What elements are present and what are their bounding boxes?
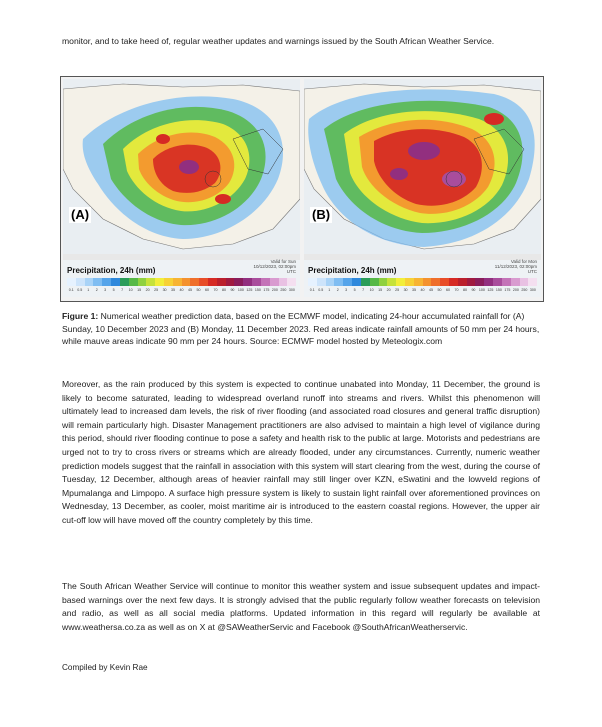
colorbar-tick-label: 50 <box>437 288 442 292</box>
map-panel-a <box>63 79 300 297</box>
colorbar-swatch <box>352 278 361 286</box>
colorbar-swatch <box>76 278 85 286</box>
colorbar-tick-label: 0.1 <box>68 288 74 292</box>
colorbar-swatch <box>414 278 423 286</box>
colorbar-tick-label: 30 <box>162 288 167 292</box>
colorbar-tick-label: 175 <box>504 288 511 292</box>
colorbar-tick-label: 25 <box>154 288 159 292</box>
colorbar-tick-label: 0.5 <box>77 288 83 292</box>
rainfall-map-b <box>304 79 541 259</box>
legend-title-b: Precipitation, 24h (mm) <box>308 266 397 275</box>
colorbar-swatch <box>226 278 235 286</box>
colorbar-swatch <box>217 278 226 286</box>
colorbar-tick-label: 15 <box>137 288 142 292</box>
colorbar-tick-label: 200 <box>512 288 519 292</box>
colorbar-swatch <box>361 278 370 286</box>
colorbar-tick-label: 40 <box>179 288 184 292</box>
body-paragraph-2: The South African Weather Service will continue to monitor this weather system and issue subsequent updates and impact-based warnings over the next few days. It is strongly advised that the public regularly follow weather forecasts on television and radio, as well as all social media platforms. Updated information in this regard will regularly be available at www.weathersa.co.za as well as on X at @SAWeatherServic and Facebook @SouthAfricanWeatherservic. <box>62 581 540 632</box>
colorbar-swatch <box>190 278 199 286</box>
colorbar-swatch <box>405 278 414 286</box>
colorbar-tick-label: 125 <box>246 288 253 292</box>
colorbar-tick-label: 30 <box>403 288 408 292</box>
colorbar-swatch <box>431 278 440 286</box>
colorbar-swatch <box>449 278 458 286</box>
colorbar-swatch <box>370 278 379 286</box>
colorbar-tick-label: 5 <box>353 288 356 292</box>
colorbar-swatch <box>458 278 467 286</box>
colorbar-swatch <box>502 278 511 286</box>
colorbar-tick-label: 175 <box>263 288 270 292</box>
precip-ticks-b <box>308 288 537 294</box>
colorbar-tick-label: 35 <box>412 288 417 292</box>
caption-label: Figure 1: <box>62 311 99 321</box>
colorbar-swatch <box>511 278 520 286</box>
intro-paragraph: monitor, and to take heed of, regular weather updates and warnings issued by the South African Weather Service. <box>62 36 495 46</box>
legend-title-a: Precipitation, 24h (mm) <box>67 266 156 275</box>
colorbar-swatch <box>85 278 94 286</box>
colorbar-swatch <box>387 278 396 286</box>
precip-colorbar-b <box>308 278 537 286</box>
caption-text: Numerical weather prediction data, based on the ECMWF model, indicating 24-hour accumulated rainfall for (A) Sunday, 10 December 2023 and (B) Monday, 11 December 2023. Red areas indicate rainfall amounts of 50 mm per 24 hours, while mauve areas indicate 90 mm per 24 hours. Source: ECMWF model hosted by Meteologix.com <box>62 311 540 346</box>
colorbar-tick-label: 40 <box>420 288 425 292</box>
compiled-by: Compiled by Kevin Rae <box>62 663 148 672</box>
colorbar-swatch <box>234 278 243 286</box>
colorbar-tick-label: 20 <box>386 288 391 292</box>
colorbar-swatch <box>182 278 191 286</box>
colorbar-swatch <box>208 278 217 286</box>
colorbar-swatch <box>138 278 147 286</box>
colorbar-swatch <box>252 278 261 286</box>
rainfall-map-a <box>63 79 300 259</box>
colorbar-tick-label: 125 <box>487 288 494 292</box>
precip-colorbar-a <box>67 278 296 286</box>
valid-time-stamp-b: Valid for Mon 11/12/2023, 02:00pm UTC <box>494 259 537 274</box>
colorbar-swatch <box>67 278 76 286</box>
colorbar-swatch <box>129 278 138 286</box>
colorbar-tick-label: 90 <box>471 288 476 292</box>
colorbar-tick-label: 250 <box>521 288 528 292</box>
colorbar-tick-label: 300 <box>288 288 295 292</box>
colorbar-tick-label: 10 <box>369 288 374 292</box>
colorbar-swatch <box>287 278 296 286</box>
colorbar-swatch <box>164 278 173 286</box>
colorbar-tick-label: 300 <box>529 288 536 292</box>
colorbar-tick-label: 2 <box>336 288 339 292</box>
colorbar-tick-label: 0.1 <box>309 288 315 292</box>
colorbar-tick-label: 35 <box>171 288 176 292</box>
colorbar-swatch <box>423 278 432 286</box>
colorbar-tick-label: 150 <box>495 288 502 292</box>
colorbar-tick-label: 3 <box>345 288 348 292</box>
colorbar-tick-label: 90 <box>230 288 235 292</box>
colorbar-tick-label: 1 <box>328 288 331 292</box>
colorbar-swatch <box>379 278 388 286</box>
body-paragraph-1: Moreover, as the rain produced by this system is expected to continue unabated into Monday, 11 December, the ground is likely to become saturated, leading to widespread overland runoff into streams and rivers. Whilst this phenomenon will ultimately lead to increased dam levels, the risk of river flooding (and associated road closures and general traffic disruption) will remain particularly high. Disaster Management practitioners are also advised to maintain a high level of vigilance during this period, should river flooding continue to pose a safety and health risk to the public at large. Motorists and pedestrians are urged not to try to cross rivers or streams which are already flooded, under any circumstances. Currently, numeric weather prediction models suggest that the rainfall in association with this system will start clearing from the west, during the course of Tuesday, 12 December, although areas of heavier rainfall may still linger over KZN, eSwatini and the lowveld regions of Mpumalanga and Limpopo. A surface high pressure system is likely to sustain light rainfall over aforementioned provinces on Wednesday, 13 December, as cooler, moist maritime air is introduced to the eastern coastal regions. However, the upper air cut-off low will have moved off the country completely by this time. <box>62 379 540 525</box>
colorbar-tick-label: 150 <box>254 288 261 292</box>
colorbar-tick-label: 7 <box>362 288 365 292</box>
colorbar-tick-label: 7 <box>121 288 124 292</box>
colorbar-swatch <box>396 278 405 286</box>
colorbar-swatch <box>520 278 529 286</box>
colorbar-tick-label: 60 <box>204 288 209 292</box>
valid-time-stamp-a: Valid for Sun 10/12/2023, 02:00pm UTC <box>253 259 296 274</box>
colorbar-swatch <box>326 278 335 286</box>
colorbar-swatch <box>334 278 343 286</box>
colorbar-swatch <box>120 278 129 286</box>
colorbar-tick-label: 100 <box>478 288 485 292</box>
colorbar-swatch <box>493 278 502 286</box>
colorbar-swatch <box>484 278 493 286</box>
colorbar-tick-label: 50 <box>196 288 201 292</box>
colorbar-swatch <box>173 278 182 286</box>
colorbar-tick-label: 45 <box>429 288 434 292</box>
colorbar-tick-label: 100 <box>237 288 244 292</box>
colorbar-swatch <box>440 278 449 286</box>
figure-caption <box>62 310 542 348</box>
colorbar-tick-label: 200 <box>271 288 278 292</box>
map-panel-b <box>304 79 541 297</box>
colorbar-swatch <box>528 278 537 286</box>
colorbar-tick-label: 3 <box>104 288 107 292</box>
colorbar-tick-label: 5 <box>112 288 115 292</box>
colorbar-tick-label: 70 <box>454 288 459 292</box>
colorbar-swatch <box>93 278 102 286</box>
colorbar-swatch <box>343 278 352 286</box>
figure-1 <box>60 76 544 302</box>
colorbar-tick-label: 2 <box>95 288 98 292</box>
colorbar-swatch <box>261 278 270 286</box>
precip-ticks-a <box>67 288 296 294</box>
colorbar-tick-label: 25 <box>395 288 400 292</box>
panel-label-a: (A) <box>71 207 90 222</box>
colorbar-tick-label: 0.5 <box>318 288 324 292</box>
colorbar-tick-label: 15 <box>378 288 383 292</box>
colorbar-swatch <box>270 278 279 286</box>
colorbar-swatch <box>155 278 164 286</box>
colorbar-tick-label: 45 <box>188 288 193 292</box>
colorbar-swatch <box>467 278 476 286</box>
colorbar-swatch <box>475 278 484 286</box>
colorbar-tick-label: 20 <box>145 288 150 292</box>
colorbar-swatch <box>146 278 155 286</box>
colorbar-swatch <box>317 278 326 286</box>
colorbar-swatch <box>199 278 208 286</box>
colorbar-swatch <box>111 278 120 286</box>
colorbar-tick-label: 1 <box>87 288 90 292</box>
panel-label-b: (B) <box>312 207 331 222</box>
colorbar-tick-label: 80 <box>221 288 226 292</box>
colorbar-swatch <box>102 278 111 286</box>
colorbar-tick-label: 80 <box>462 288 467 292</box>
colorbar-tick-label: 10 <box>128 288 133 292</box>
colorbar-swatch <box>243 278 252 286</box>
colorbar-tick-label: 70 <box>213 288 218 292</box>
colorbar-tick-label: 250 <box>280 288 287 292</box>
colorbar-tick-label: 60 <box>445 288 450 292</box>
colorbar-swatch <box>308 278 317 286</box>
colorbar-swatch <box>279 278 288 286</box>
